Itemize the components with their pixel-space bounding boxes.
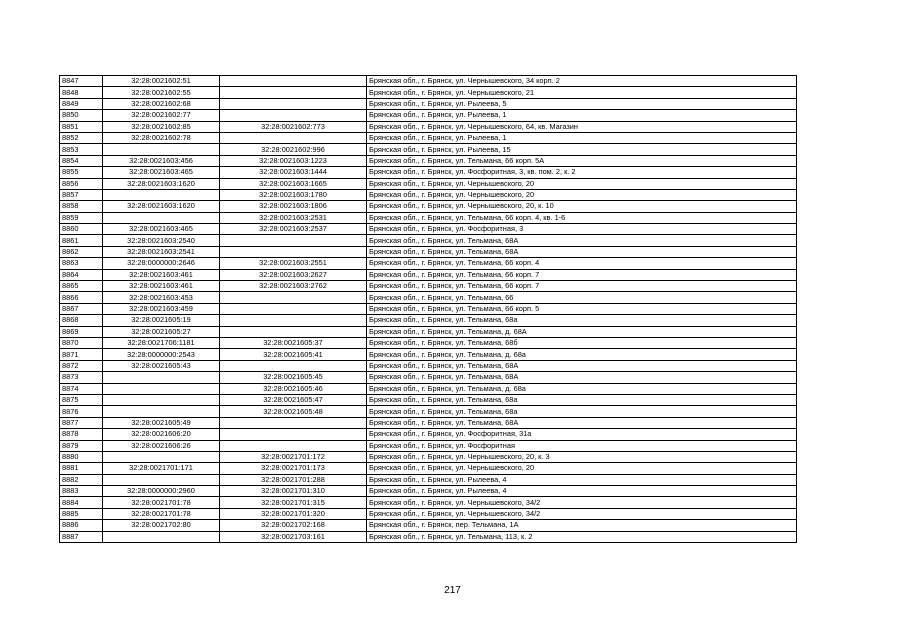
table-row: [60, 417, 797, 428]
cadastral-number-cell: 32:28:0021605:19: [103, 315, 220, 326]
row-number-cell: 8885: [60, 508, 103, 519]
related-cadastral-number-cell: 32:28:0021701:315: [220, 497, 367, 508]
address-cell: Брянская обл., г. Брянск, ул. Фосфоритная, 31а: [367, 429, 797, 440]
address-cell: Брянская обл., г. Брянск, ул. Тельмана, 66 корп. 4: [367, 258, 797, 269]
related-cadastral-number-cell: [220, 315, 367, 326]
table-row: [60, 121, 797, 132]
address-cell: Брянская обл., г. Брянск, ул. Чернышевского, 34/2: [367, 497, 797, 508]
cadastral-number-cell: 32:28:0021602:51: [103, 76, 220, 87]
table-row: [60, 497, 797, 508]
table-row: [60, 440, 797, 451]
table-row: [60, 451, 797, 462]
registry-table-body: [60, 76, 797, 543]
related-cadastral-number-cell: [220, 98, 367, 109]
cadastral-number-cell: 32:28:0021706:1181: [103, 337, 220, 348]
table-row: [60, 189, 797, 200]
address-cell: Брянская обл., г. Брянск, ул. Рылеева, 15: [367, 144, 797, 155]
row-number-cell: 8853: [60, 144, 103, 155]
row-number-cell: 8886: [60, 520, 103, 531]
related-cadastral-number-cell: 32:28:0021603:2531: [220, 212, 367, 223]
table-row: [60, 212, 797, 223]
cadastral-number-cell: 32:28:0021603:461: [103, 281, 220, 292]
row-number-cell: 8879: [60, 440, 103, 451]
cadastral-number-cell: 32:28:0021605:43: [103, 360, 220, 371]
related-cadastral-number-cell: 32:28:0021603:2762: [220, 281, 367, 292]
page-number: 217: [444, 585, 461, 596]
address-cell: Брянская обл., г. Брянск, ул. Тельмана, 68а: [367, 394, 797, 405]
row-number-cell: 8869: [60, 326, 103, 337]
cadastral-number-cell: 32:28:0021603:465: [103, 224, 220, 235]
related-cadastral-number-cell: [220, 292, 367, 303]
table-row: [60, 292, 797, 303]
row-number-cell: 8856: [60, 178, 103, 189]
related-cadastral-number-cell: 32:28:0021603:1780: [220, 189, 367, 200]
related-cadastral-number-cell: [220, 235, 367, 246]
related-cadastral-number-cell: 32:28:0021602:773: [220, 121, 367, 132]
address-cell: Брянская обл., г. Брянск, ул. Фосфоритная: [367, 440, 797, 451]
cadastral-number-cell: 32:28:0021603:2540: [103, 235, 220, 246]
related-cadastral-number-cell: 32:28:0021701:172: [220, 451, 367, 462]
cadastral-number-cell: 32:28:0021701:171: [103, 463, 220, 474]
related-cadastral-number-cell: [220, 326, 367, 337]
related-cadastral-number-cell: 32:28:0021702:168: [220, 520, 367, 531]
cadastral-number-cell: [103, 383, 220, 394]
address-cell: Брянская обл., г. Брянск, ул. Тельмана, 68А: [367, 372, 797, 383]
row-number-cell: 8868: [60, 315, 103, 326]
table-row: [60, 372, 797, 383]
address-cell: Брянская обл., г. Брянск, ул. Тельмана, 68А: [367, 235, 797, 246]
related-cadastral-number-cell: 32:28:0021605:47: [220, 394, 367, 405]
related-cadastral-number-cell: 32:28:0021701:310: [220, 486, 367, 497]
related-cadastral-number-cell: 32:28:0021603:2551: [220, 258, 367, 269]
table-row: [60, 76, 797, 87]
table-row: [60, 520, 797, 531]
row-number-cell: 8880: [60, 451, 103, 462]
cadastral-number-cell: [103, 531, 220, 542]
address-cell: Брянская обл., г. Брянск, ул. Тельмана, 68А: [367, 360, 797, 371]
related-cadastral-number-cell: 32:28:0021701:288: [220, 474, 367, 485]
address-cell: Брянская обл., г. Брянск, ул. Тельмана, 68А: [367, 417, 797, 428]
address-cell: Брянская обл., г. Брянск, ул. Рылеева, 5: [367, 98, 797, 109]
table-row: [60, 337, 797, 348]
address-cell: Брянская обл., г. Брянск, ул. Тельмана, д. 68а: [367, 383, 797, 394]
row-number-cell: 8884: [60, 497, 103, 508]
cadastral-number-cell: 32:28:0021602:55: [103, 87, 220, 98]
table-row: [60, 349, 797, 360]
table-row: [60, 281, 797, 292]
address-cell: Брянская обл., г. Брянск, ул. Чернышевского, 20: [367, 463, 797, 474]
address-cell: Брянская обл., г. Брянск, ул. Рылеева, 1: [367, 132, 797, 143]
address-cell: Брянская обл., г. Брянск, ул. Фосфоритная, 3: [367, 224, 797, 235]
address-cell: Брянская обл., г. Брянск, ул. Тельмана, 68а: [367, 406, 797, 417]
address-cell: Брянская обл., г. Брянск, ул. Тельмана, 113, к. 2: [367, 531, 797, 542]
address-cell: Брянская обл., г. Брянск, ул. Рылеева, 4: [367, 474, 797, 485]
cadastral-number-cell: 32:28:0000000:2960: [103, 486, 220, 497]
table-row: [60, 326, 797, 337]
related-cadastral-number-cell: 32:28:0021605:45: [220, 372, 367, 383]
row-number-cell: 8877: [60, 417, 103, 428]
related-cadastral-number-cell: 32:28:0021603:2537: [220, 224, 367, 235]
table-row: [60, 224, 797, 235]
table-row: [60, 269, 797, 280]
cadastral-number-cell: 32:28:0021701:78: [103, 497, 220, 508]
row-number-cell: 8871: [60, 349, 103, 360]
table-row: [60, 98, 797, 109]
table-row: [60, 132, 797, 143]
table-row: [60, 486, 797, 497]
address-cell: Брянская обл., г. Брянск, ул. Чернышевского, 20: [367, 178, 797, 189]
row-number-cell: 8864: [60, 269, 103, 280]
related-cadastral-number-cell: 32:28:0021703:161: [220, 531, 367, 542]
table-row: [60, 178, 797, 189]
address-cell: Брянская обл., г. Брянск, ул. Чернышевского, 64, кв. Магазин: [367, 121, 797, 132]
cadastral-number-cell: 32:28:0021606:26: [103, 440, 220, 451]
table-row: [60, 531, 797, 542]
address-cell: Брянская обл., г. Брянск, ул. Тельмана, 66 корп. 4, кв. 1-6: [367, 212, 797, 223]
row-number-cell: 8852: [60, 132, 103, 143]
cadastral-number-cell: [103, 474, 220, 485]
address-cell: Брянская обл., г. Брянск, ул. Тельмана, 66 корп. 7: [367, 269, 797, 280]
row-number-cell: 8870: [60, 337, 103, 348]
related-cadastral-number-cell: [220, 440, 367, 451]
table-row: [60, 315, 797, 326]
row-number-cell: 8873: [60, 372, 103, 383]
related-cadastral-number-cell: [220, 303, 367, 314]
cadastral-number-cell: [103, 451, 220, 462]
cadastral-number-cell: 32:28:0021603:459: [103, 303, 220, 314]
cadastral-number-cell: [103, 212, 220, 223]
cadastral-number-cell: 32:28:0021605:49: [103, 417, 220, 428]
related-cadastral-number-cell: [220, 360, 367, 371]
table-row: [60, 235, 797, 246]
cadastral-number-cell: 32:28:0021603:1620: [103, 201, 220, 212]
row-number-cell: 8887: [60, 531, 103, 542]
cadastral-number-cell: [103, 406, 220, 417]
related-cadastral-number-cell: 32:28:0021603:1223: [220, 155, 367, 166]
address-cell: Брянская обл., г. Брянск, ул. Тельмана, 66 корп. 5: [367, 303, 797, 314]
row-number-cell: 8859: [60, 212, 103, 223]
table-row: [60, 110, 797, 121]
address-cell: Брянская обл., г. Брянск, ул. Рылеева, 4: [367, 486, 797, 497]
cadastral-number-cell: 32:28:0021603:2541: [103, 246, 220, 257]
address-cell: Брянская обл., г. Брянск, ул. Чернышевского, 20, к. 10: [367, 201, 797, 212]
cadastral-number-cell: 32:28:0021602:77: [103, 110, 220, 121]
cadastral-number-cell: [103, 372, 220, 383]
row-number-cell: 8860: [60, 224, 103, 235]
row-number-cell: 8855: [60, 167, 103, 178]
cadastral-number-cell: 32:28:0021603:453: [103, 292, 220, 303]
cadastral-number-cell: 32:28:0021605:27: [103, 326, 220, 337]
row-number-cell: 8876: [60, 406, 103, 417]
row-number-cell: 8875: [60, 394, 103, 405]
related-cadastral-number-cell: 32:28:0021603:1806: [220, 201, 367, 212]
table-row: [60, 474, 797, 485]
address-cell: Брянская обл., г. Брянск, ул. Чернышевского, 34 корп. 2: [367, 76, 797, 87]
address-cell: Брянская обл., г. Брянск, ул. Тельмана, 66: [367, 292, 797, 303]
row-number-cell: 8857: [60, 189, 103, 200]
row-number-cell: 8866: [60, 292, 103, 303]
table-row: [60, 246, 797, 257]
table-row: [60, 303, 797, 314]
table-row: [60, 155, 797, 166]
address-cell: Брянская обл., г. Брянск, ул. Чернышевского, 20: [367, 189, 797, 200]
related-cadastral-number-cell: [220, 132, 367, 143]
row-number-cell: 8878: [60, 429, 103, 440]
cadastral-number-cell: 32:28:0021603:1620: [103, 178, 220, 189]
table-row: [60, 429, 797, 440]
table-row: [60, 201, 797, 212]
row-number-cell: 8862: [60, 246, 103, 257]
related-cadastral-number-cell: 32:28:0021605:46: [220, 383, 367, 394]
related-cadastral-number-cell: 32:28:0021605:41: [220, 349, 367, 360]
related-cadastral-number-cell: 32:28:0021701:320: [220, 508, 367, 519]
row-number-cell: 8850: [60, 110, 103, 121]
table-row: [60, 463, 797, 474]
table-row: [60, 508, 797, 519]
address-cell: Брянская обл., г. Брянск, ул. Чернышевского, 21: [367, 87, 797, 98]
address-cell: Брянская обл., г. Брянск, ул. Тельмана, 68А: [367, 246, 797, 257]
related-cadastral-number-cell: [220, 110, 367, 121]
table-row: [60, 394, 797, 405]
address-cell: Брянская обл., г. Брянск, ул. Тельмана, 66 корп. 7: [367, 281, 797, 292]
address-cell: Брянская обл., г. Брянск, ул. Тельмана, д. 68а: [367, 349, 797, 360]
address-cell: Брянская обл., г. Брянск, ул. Чернышевского, 34/2: [367, 508, 797, 519]
table-row: [60, 406, 797, 417]
related-cadastral-number-cell: 32:28:0021605:37: [220, 337, 367, 348]
address-cell: Брянская обл., г. Брянск, ул. Тельмана, 66 корп. 5А: [367, 155, 797, 166]
row-number-cell: 8863: [60, 258, 103, 269]
cadastral-number-cell: [103, 394, 220, 405]
address-cell: Брянская обл., г. Брянск, ул. Рылеева, 1: [367, 110, 797, 121]
cadastral-number-cell: 32:28:0021603:456: [103, 155, 220, 166]
row-number-cell: 8865: [60, 281, 103, 292]
related-cadastral-number-cell: [220, 429, 367, 440]
cadastral-number-cell: 32:28:0021602:68: [103, 98, 220, 109]
cadastral-number-cell: 32:28:0021701:78: [103, 508, 220, 519]
table-row: [60, 167, 797, 178]
table-row: [60, 360, 797, 371]
cadastral-number-cell: 32:28:0021603:461: [103, 269, 220, 280]
table-row: [60, 144, 797, 155]
cadastral-number-cell: 32:28:0000000:2646: [103, 258, 220, 269]
row-number-cell: 8882: [60, 474, 103, 485]
cadastral-number-cell: 32:28:0021602:78: [103, 132, 220, 143]
row-number-cell: 8847: [60, 76, 103, 87]
cadastral-number-cell: 32:28:0021602:85: [103, 121, 220, 132]
related-cadastral-number-cell: 32:28:0021602:996: [220, 144, 367, 155]
related-cadastral-number-cell: [220, 417, 367, 428]
related-cadastral-number-cell: [220, 87, 367, 98]
related-cadastral-number-cell: 32:28:0021701:173: [220, 463, 367, 474]
related-cadastral-number-cell: [220, 76, 367, 87]
address-cell: Брянская обл., г. Брянск, пер. Тельмана, 1А: [367, 520, 797, 531]
address-cell: Брянская обл., г. Брянск, ул. Тельмана, 68б: [367, 337, 797, 348]
related-cadastral-number-cell: [220, 246, 367, 257]
row-number-cell: 8848: [60, 87, 103, 98]
cadastral-number-cell: 32:28:0000000:2543: [103, 349, 220, 360]
related-cadastral-number-cell: 32:28:0021603:1665: [220, 178, 367, 189]
address-cell: Брянская обл., г. Брянск, ул. Фосфоритная, 3, кв. пом. 2, к. 2: [367, 167, 797, 178]
row-number-cell: 8881: [60, 463, 103, 474]
cadastral-number-cell: 32:28:0021606:20: [103, 429, 220, 440]
table-row: [60, 258, 797, 269]
related-cadastral-number-cell: 32:28:0021603:2627: [220, 269, 367, 280]
row-number-cell: 8849: [60, 98, 103, 109]
row-number-cell: 8874: [60, 383, 103, 394]
cadastral-number-cell: 32:28:0021702:80: [103, 520, 220, 531]
row-number-cell: 8858: [60, 201, 103, 212]
address-cell: Брянская обл., г. Брянск, ул. Тельмана, д. 68А: [367, 326, 797, 337]
address-cell: Брянская обл., г. Брянск, ул. Тельмана, 68а: [367, 315, 797, 326]
table-row: [60, 87, 797, 98]
address-cell: Брянская обл., г. Брянск, ул. Чернышевского, 20, к. 3: [367, 451, 797, 462]
related-cadastral-number-cell: 32:28:0021603:1444: [220, 167, 367, 178]
row-number-cell: 8861: [60, 235, 103, 246]
registry-table: [59, 75, 797, 543]
row-number-cell: 8854: [60, 155, 103, 166]
cadastral-number-cell: [103, 189, 220, 200]
row-number-cell: 8851: [60, 121, 103, 132]
row-number-cell: 8867: [60, 303, 103, 314]
row-number-cell: 8872: [60, 360, 103, 371]
row-number-cell: 8883: [60, 486, 103, 497]
table-row: [60, 383, 797, 394]
cadastral-number-cell: 32:28:0021603:465: [103, 167, 220, 178]
cadastral-number-cell: [103, 144, 220, 155]
related-cadastral-number-cell: 32:28:0021605:48: [220, 406, 367, 417]
